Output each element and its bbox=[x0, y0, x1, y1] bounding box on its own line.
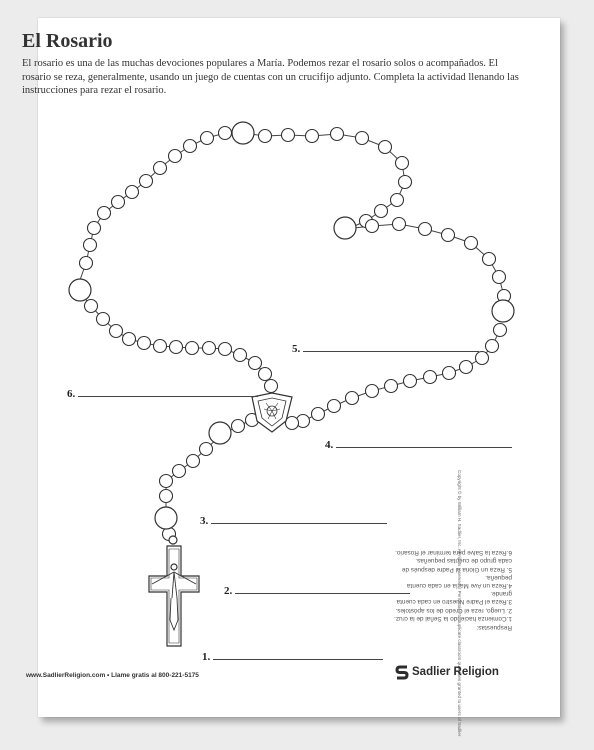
rosary-small-bead bbox=[493, 271, 506, 284]
rosary-small-bead bbox=[286, 417, 299, 430]
rosary-small-bead bbox=[200, 443, 213, 456]
rosary-large-bead bbox=[334, 217, 356, 239]
blank-5-answer-line[interactable] bbox=[303, 350, 479, 352]
rosary-small-bead bbox=[375, 205, 388, 218]
blank-2-answer-line[interactable] bbox=[235, 592, 410, 594]
rosary-small-bead bbox=[393, 218, 406, 231]
copyright-notice: Copyright © by William H. Sadlier, Inc. All rights reserved. / Permission to duplicate classroom quantities granted to users of Sadlier bbox=[457, 470, 462, 737]
rosary-small-bead bbox=[110, 325, 123, 338]
rosary-small-bead bbox=[460, 361, 473, 374]
blank-3[interactable] bbox=[200, 515, 387, 527]
rosary-small-bead bbox=[160, 475, 173, 488]
rosary-small-bead bbox=[126, 186, 139, 199]
blank-6-answer-line[interactable] bbox=[78, 395, 258, 397]
rosary-large-bead bbox=[492, 300, 514, 322]
rosary-small-bead bbox=[396, 157, 409, 170]
rosary-small-bead bbox=[306, 130, 319, 143]
rosary-small-bead bbox=[201, 132, 214, 145]
blank-1[interactable] bbox=[202, 651, 383, 663]
blank-1-number: 1. bbox=[202, 651, 211, 663]
intro-paragraph: El rosario es una de las muchas devociones populares a María. Podemos rezar el rosario solos o acompañados. El rosario se reza, generalmente, usando un juego de cuentas con un crucifijo adjunto. Completa la actividad llenando las instrucciones para rezar el rosario. bbox=[22, 58, 519, 96]
rosary-small-bead bbox=[123, 333, 136, 346]
answer-key-item-5: 5. Reza un Gloria al Padre después de cada grupo de cuentas pequeñas. bbox=[401, 557, 512, 573]
blank-6-number: 6. bbox=[67, 388, 76, 400]
blank-4[interactable] bbox=[325, 439, 512, 451]
rosary-small-bead bbox=[259, 130, 272, 143]
rosary-large-bead bbox=[232, 122, 254, 144]
blank-2[interactable] bbox=[224, 585, 410, 597]
footer-contact[interactable]: www.SadlierReligion.com • Llame gratis al 800-221-5175 bbox=[26, 672, 199, 679]
rosary-chain bbox=[345, 224, 504, 314]
sadlier-s-icon bbox=[395, 664, 409, 680]
answer-key bbox=[392, 548, 512, 631]
blank-1-answer-line[interactable] bbox=[213, 658, 383, 660]
sadlier-religion-logo bbox=[395, 664, 499, 680]
answer-key-item-3: 3.Reza el Padre Nuestro en cada cuenta grande. bbox=[396, 590, 512, 606]
blank-3-number: 3. bbox=[200, 515, 209, 527]
rosary-small-bead bbox=[404, 375, 417, 388]
rosary-small-bead bbox=[379, 141, 392, 154]
rosary-small-bead bbox=[184, 140, 197, 153]
rosary-small-bead bbox=[170, 341, 183, 354]
rosary-small-bead bbox=[424, 371, 437, 384]
rosary-small-bead bbox=[138, 337, 151, 350]
blank-2-number: 2. bbox=[224, 585, 233, 597]
rosary-small-bead bbox=[443, 367, 456, 380]
rosary-small-bead bbox=[249, 357, 262, 370]
rosary-small-bead bbox=[465, 237, 478, 250]
rosary-small-bead bbox=[203, 342, 216, 355]
rosary-large-bead bbox=[155, 507, 177, 529]
rosary-small-bead bbox=[84, 239, 97, 252]
logo-text: Sadlier Religion bbox=[412, 666, 499, 678]
rosary-small-bead bbox=[331, 128, 344, 141]
rosary-small-bead bbox=[385, 380, 398, 393]
rosary-small-bead bbox=[154, 162, 167, 175]
rosary-small-bead bbox=[98, 207, 111, 220]
rosary-small-bead bbox=[234, 349, 247, 362]
rosary-small-bead bbox=[173, 465, 186, 478]
blank-5-number: 5. bbox=[292, 343, 301, 355]
rosary-small-bead bbox=[366, 220, 379, 233]
rosary-large-bead bbox=[69, 279, 91, 301]
rosary-small-bead bbox=[366, 385, 379, 398]
rosary-small-bead bbox=[259, 368, 272, 381]
rosary-small-bead bbox=[399, 176, 412, 189]
rosary-small-bead bbox=[356, 132, 369, 145]
rosary-small-bead bbox=[486, 340, 499, 353]
answer-key-item-1: 1.Comienza haciendo la Señal de la cruz. bbox=[394, 614, 512, 622]
answer-key-item-2: 2. Luego, reza el Credo de los apóstoles. bbox=[395, 606, 512, 614]
crucifix-icon bbox=[149, 536, 199, 646]
rosary-small-bead bbox=[494, 324, 507, 337]
rosary-beads bbox=[69, 122, 514, 541]
rosary-small-bead bbox=[160, 490, 173, 503]
rosary-chain bbox=[80, 292, 271, 386]
answer-key-item-6: 6.Reza la Salve para terminar el Rosario. bbox=[395, 549, 512, 557]
rosary-small-bead bbox=[282, 129, 295, 142]
rosary-small-bead bbox=[85, 300, 98, 313]
rosary-small-bead bbox=[346, 392, 359, 405]
blank-6[interactable] bbox=[67, 388, 258, 400]
rosary-small-bead bbox=[186, 342, 199, 355]
rosary-small-bead bbox=[483, 253, 496, 266]
blank-3-answer-line[interactable] bbox=[211, 522, 387, 524]
blank-4-number: 4. bbox=[325, 439, 334, 451]
rosary-small-bead bbox=[97, 313, 110, 326]
rosary-small-bead bbox=[419, 223, 432, 236]
rosary-small-bead bbox=[328, 400, 341, 413]
rosary-small-bead bbox=[169, 150, 182, 163]
blank-5[interactable] bbox=[292, 343, 479, 355]
answer-key-item-4: 4.Reza un Ave María en cada cuenta pequeña. bbox=[406, 573, 512, 590]
answer-key-header: Respuestas: bbox=[476, 624, 512, 632]
rosary-large-bead bbox=[209, 422, 231, 444]
rosary-small-bead bbox=[187, 455, 200, 468]
rosary-small-bead bbox=[88, 222, 101, 235]
blank-4-answer-line[interactable] bbox=[336, 446, 512, 448]
rosary-small-bead bbox=[442, 229, 455, 242]
rosary-small-bead bbox=[232, 420, 245, 433]
rosary-small-bead bbox=[154, 340, 167, 353]
rosary-small-bead bbox=[219, 127, 232, 140]
rosary-small-bead bbox=[140, 175, 153, 188]
rosary-small-bead bbox=[265, 380, 278, 393]
rosary-small-bead bbox=[312, 408, 325, 421]
rosary-small-bead bbox=[80, 257, 93, 270]
rosary-small-bead bbox=[112, 196, 125, 209]
rosary-small-bead bbox=[391, 194, 404, 207]
worksheet-title: El Rosario bbox=[22, 30, 113, 52]
rosary-small-bead bbox=[219, 343, 232, 356]
